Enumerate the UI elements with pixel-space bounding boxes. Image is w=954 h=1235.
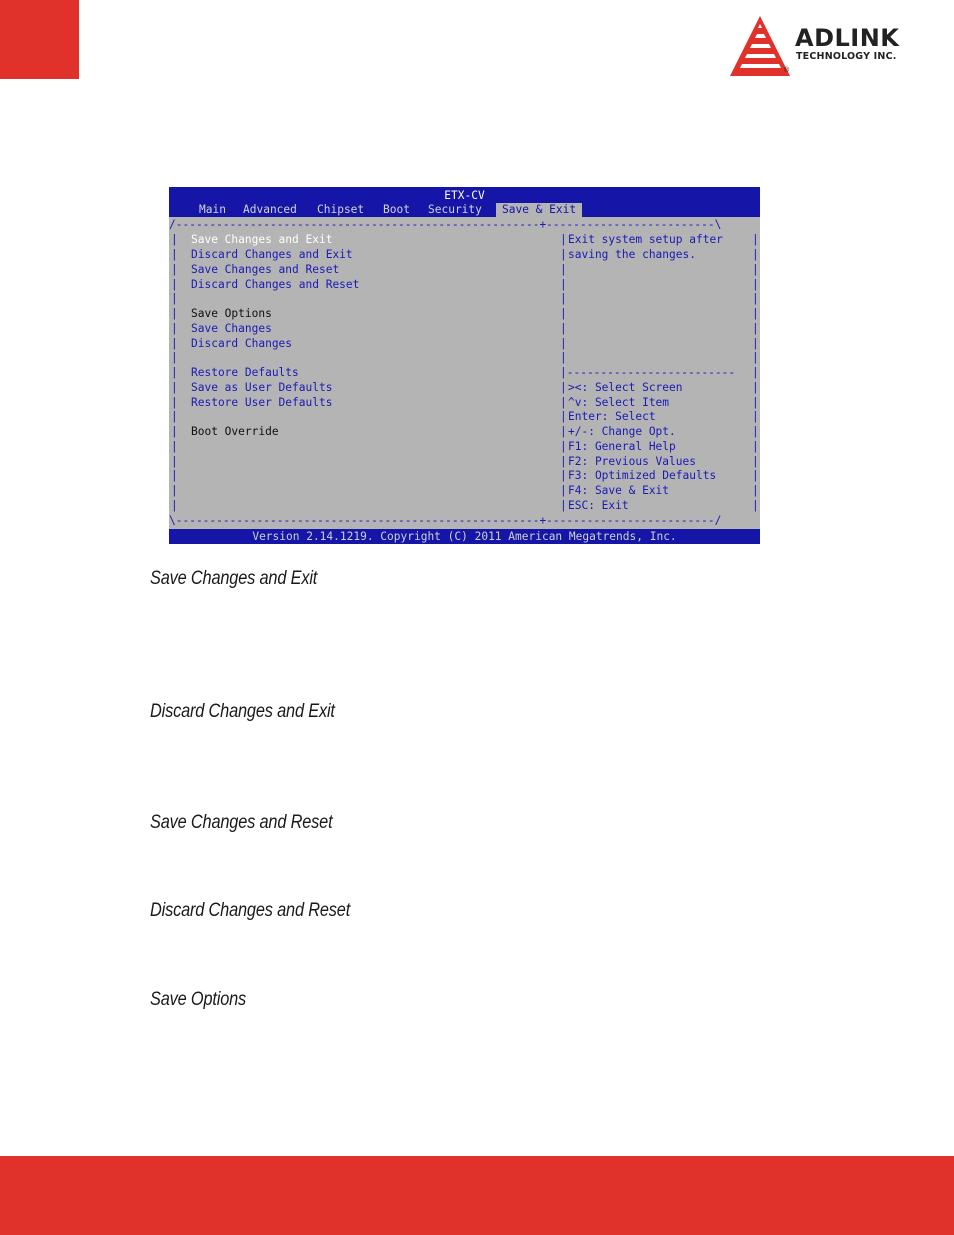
bios-tab-security[interactable]: Security [428, 203, 482, 216]
bios-tab-save-exit[interactable]: Save & Exit [496, 203, 582, 218]
bios-key-help: ><: Select Screen [568, 381, 683, 394]
bios-key-help: F1: General Help [568, 440, 676, 453]
bios-item-save-changes[interactable]: Save Changes [191, 322, 272, 335]
section-heading: Discard Changes and Exit [150, 701, 335, 722]
bios-key-help: Enter: Select [568, 410, 656, 423]
bios-tab-boot[interactable]: Boot [383, 203, 410, 216]
bios-tab-main[interactable]: Main [199, 203, 226, 216]
bios-bottom-border: \------------------------------------------------------+-------------------------/ [169, 514, 722, 527]
bios-title: ETX-CV [444, 189, 485, 202]
bios-key-help: F4: Save & Exit [568, 484, 670, 497]
adlink-logo [728, 14, 928, 80]
bios-tab-advanced[interactable]: Advanced [243, 203, 297, 216]
section-heading: Save Changes and Reset [150, 812, 333, 833]
corner-accent-block [0, 0, 79, 79]
bios-item-discard-changes[interactable]: Discard Changes [191, 337, 293, 350]
brand-name: ADLINK [795, 24, 900, 52]
bios-key-help: F2: Previous Values [568, 455, 696, 468]
registered-mark: ® [784, 67, 790, 74]
bios-header [169, 187, 760, 217]
bios-help-text-line: saving the changes. [568, 248, 696, 261]
bios-group-boot-override: Boot Override [191, 425, 279, 438]
bios-key-help: F3: Optimized Defaults [568, 469, 717, 482]
bios-help-text-line: Exit system setup after [568, 233, 723, 246]
bios-item-save-changes-exit[interactable]: Save Changes and Exit [191, 233, 333, 246]
bios-tab-chipset[interactable]: Chipset [317, 203, 365, 216]
bios-screenshot: ETX-CV Main Advanced Chipset Boot Security Save & Exit /------------------------------------------------------+-------------------------\ \------------------------------------------------------+-------------------------/ | | | | | | | | | | | | | | | | | | | | | | | | | | | | |------------------------- | | | | | | | | | | | | | | | | | | | | | | | | | | | | Save Changes and Exit Discard Changes and Exit Save Changes and Reset Discard Changes and Reset Save Options Save Changes Discard Changes Restore Defaults Save as User Defaults Restore User Defaults Boot Override Exit system setup after saving the changes. ><: Select Screen ^v: Select Item Enter: Select +/-: Change Opt. F1: General Help F2: Previous Values F3: Optimized Defaults F4: Save & Exit ESC: Exit Version 2.14.1219. Copyright (C) 2011 American Megatrends, Inc. [169, 189, 759, 543]
bios-menu-bar [169, 203, 760, 217]
section-heading: Save Changes and Exit [150, 568, 318, 589]
adlink-triangle-icon [728, 14, 792, 78]
bios-item-discard-changes-exit[interactable]: Discard Changes and Exit [191, 248, 353, 261]
brand-tagline: TECHNOLOGY INC. [796, 51, 897, 62]
bios-footer [169, 529, 760, 544]
section-heading: Save Options [150, 989, 247, 1010]
bios-key-help: ^v: Select Item [568, 396, 670, 409]
bios-item-save-user-defaults[interactable]: Save as User Defaults [191, 381, 333, 394]
section-heading: Discard Changes and Reset [150, 900, 351, 921]
footer-accent-bar [0, 1156, 954, 1235]
bios-item-restore-user-defaults[interactable]: Restore User Defaults [191, 396, 333, 409]
bios-top-border: /------------------------------------------------------+-------------------------\ [169, 218, 722, 231]
bios-item-discard-changes-reset[interactable]: Discard Changes and Reset [191, 278, 360, 291]
bios-item-save-changes-reset[interactable]: Save Changes and Reset [191, 263, 340, 276]
bios-version: Version 2.14.1219. Copyright (C) 2011 American Megatrends, Inc. [252, 530, 677, 543]
bios-key-help: +/-: Change Opt. [568, 425, 676, 438]
bios-key-help: ESC: Exit [568, 499, 629, 512]
bios-item-restore-defaults[interactable]: Restore Defaults [191, 366, 299, 379]
bios-group-save-options: Save Options [191, 307, 272, 320]
